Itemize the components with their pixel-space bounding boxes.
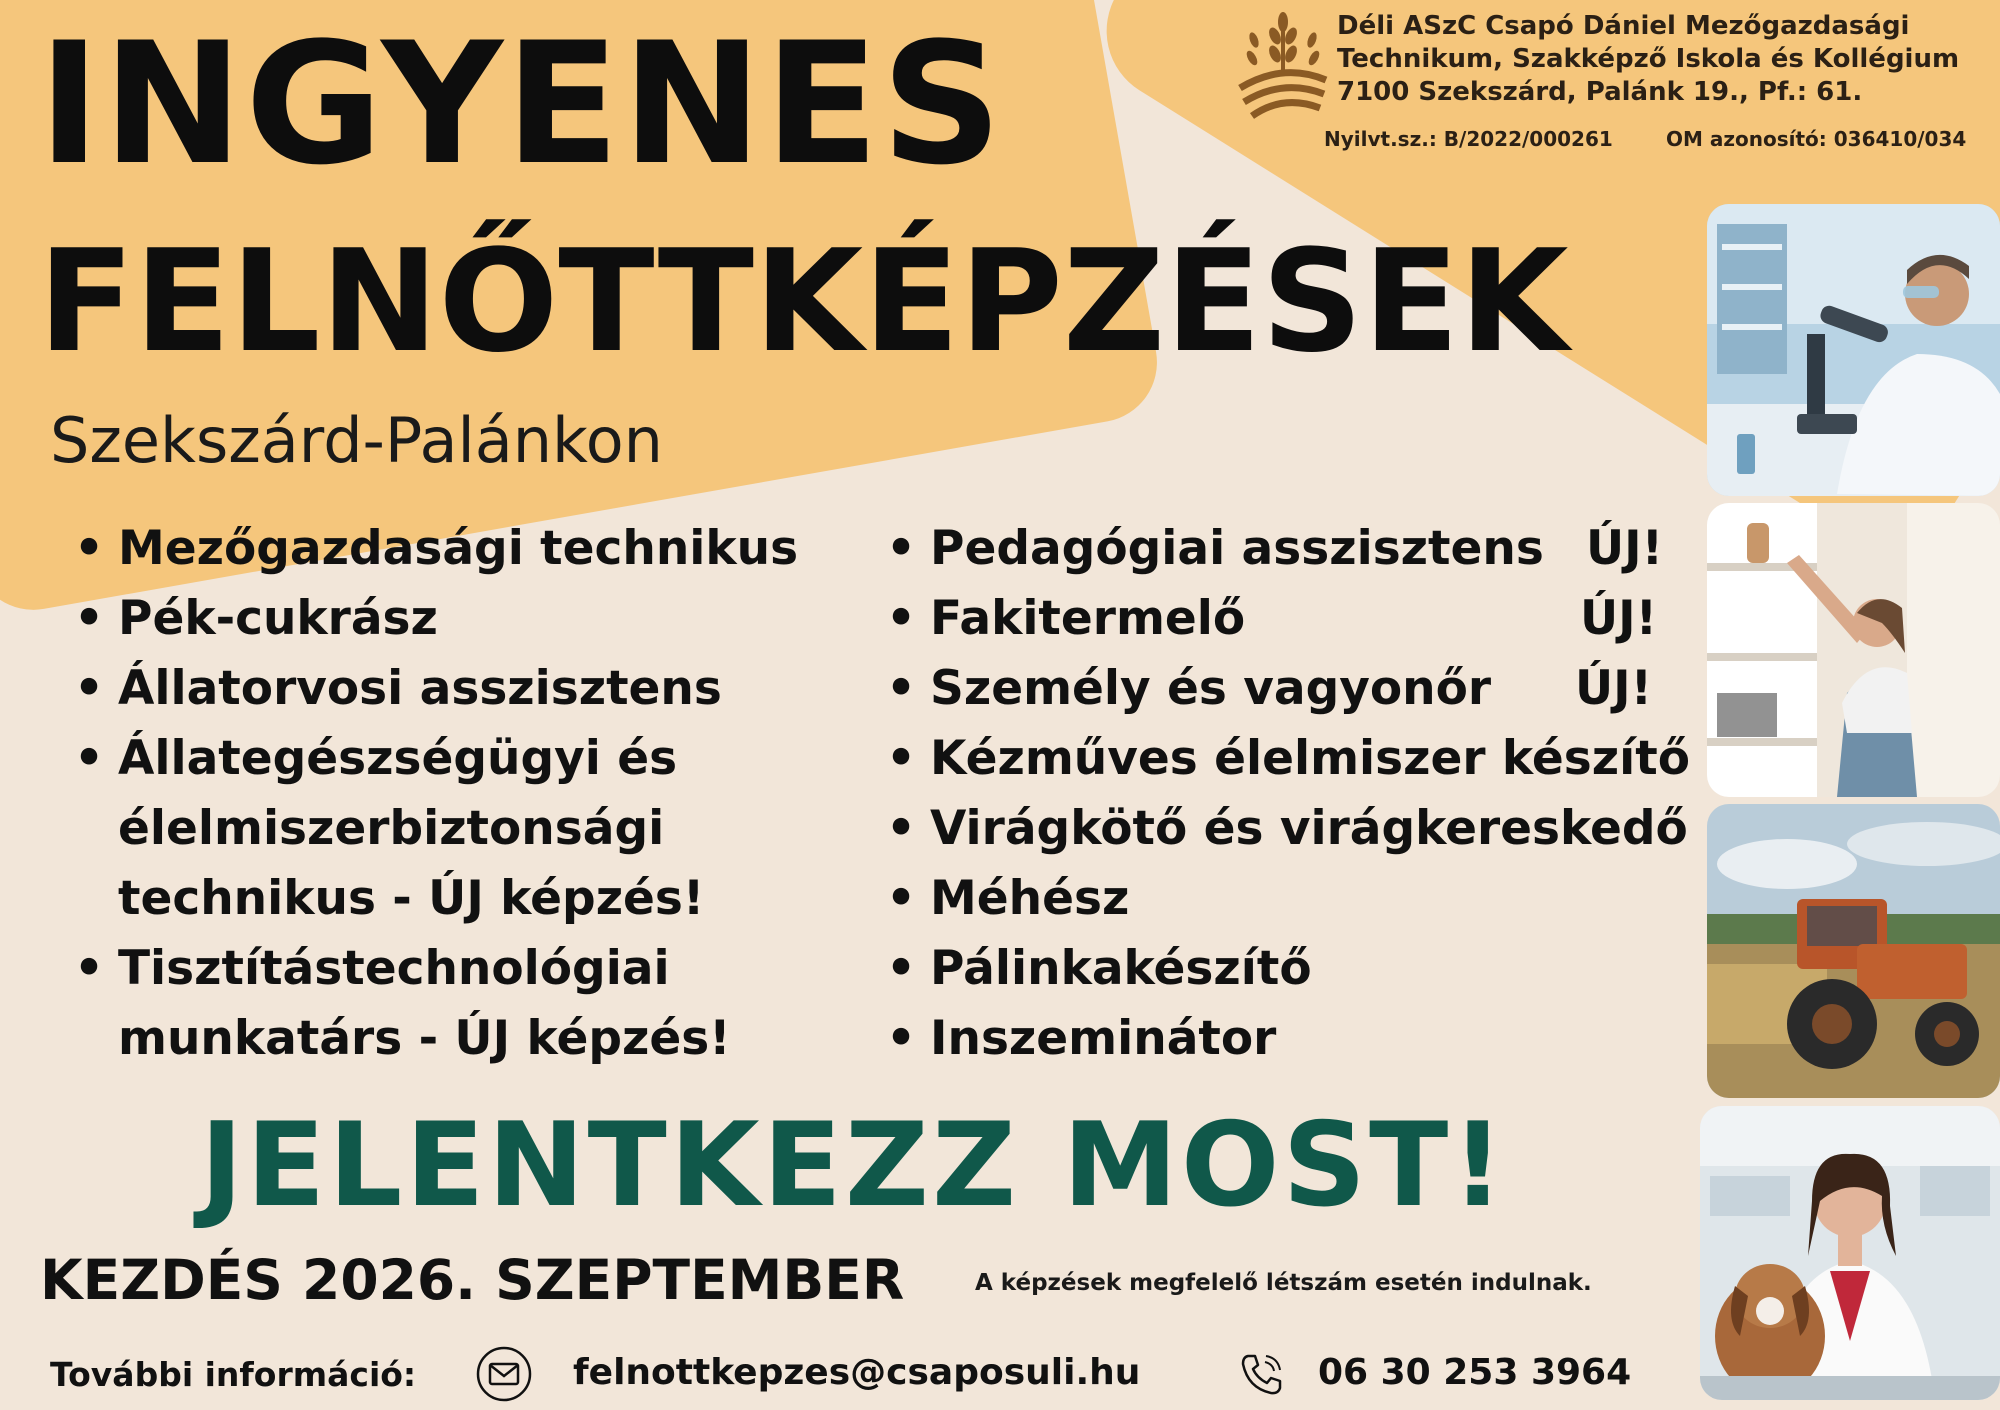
institution-name xyxy=(1337,10,1959,109)
tractor-in-field-photo xyxy=(1707,804,2000,1098)
list-item: • Méhész xyxy=(880,864,1690,934)
wheat-logo-icon xyxy=(1238,10,1328,122)
new-badge: ÚJ! xyxy=(1575,661,1653,716)
course-list-left xyxy=(68,514,798,1074)
list-item xyxy=(68,934,798,1074)
new-badge: ÚJ! xyxy=(1580,591,1658,646)
list-item xyxy=(68,724,798,934)
course-list-right xyxy=(880,514,1690,1074)
list-item-line: Tisztítástechnológiai xyxy=(118,941,670,996)
institution-line: Déli ASzC Csapó Dániel Mezőgazdasági xyxy=(1337,11,1910,41)
title-line-1: INGYENES xyxy=(38,6,1005,202)
list-item-line: Állategészségügyi és xyxy=(118,731,678,786)
list-item: • Kézműves élelmiszer készítő xyxy=(880,724,1690,794)
list-item-line: munkatárs - ÚJ képzés! xyxy=(118,1011,731,1066)
new-badge: ÚJ! xyxy=(1586,521,1664,576)
list-item: • Virágkötő és virágkereskedő xyxy=(880,794,1690,864)
list-item: • Mezőgazdasági technikus xyxy=(68,514,798,584)
list-item: • Pálinkakészítő xyxy=(880,934,1690,1004)
contact-label: További információ: xyxy=(50,1355,417,1394)
subtitle: Szekszárd-Palánkon xyxy=(50,404,663,477)
call-to-action: JELENTKEZZ MOST! xyxy=(200,1098,1508,1233)
list-item: • Pék-cukrász xyxy=(68,584,798,654)
institution-address: 7100 Szekszárd, Palánk 19., Pf.: 61. xyxy=(1337,77,1863,107)
registration-number: Nyilvt.sz.: B/2022/000261 xyxy=(1324,127,1613,151)
start-date: KEZDÉS 2026. SZEPTEMBER xyxy=(40,1248,905,1312)
contact-phone[interactable]: 06 30 253 3964 xyxy=(1318,1352,1632,1393)
institution-line: Technikum, Szakképző Iskola és Kollégium xyxy=(1337,44,1960,74)
enrollment-note: A képzések megfelelő létszám esetén indulnak. xyxy=(975,1270,1592,1296)
woman-at-shelf-photo xyxy=(1707,503,2000,797)
list-item: • Fakitermelő xyxy=(880,584,1690,654)
list-item: • Állatorvosi asszisztens xyxy=(68,654,798,724)
om-identifier: OM azonosító: 036410/034 xyxy=(1666,127,1967,151)
list-item-line: élelmiszerbiztonsági xyxy=(118,801,665,856)
phone-icon xyxy=(1238,1350,1286,1398)
list-item-line: technikus - ÚJ képzés! xyxy=(118,871,705,926)
envelope-icon xyxy=(476,1346,532,1402)
list-item: • Pedagógiai asszisztens xyxy=(880,514,1690,584)
contact-email[interactable]: felnottkepzes@csaposuli.hu xyxy=(573,1352,1141,1393)
laboratory-scientist-photo xyxy=(1707,204,2000,496)
list-item: • Inszeminátor xyxy=(880,1004,1690,1074)
title-line-2: FELNŐTTKÉPZÉSEK xyxy=(38,220,1569,384)
veterinarian-with-dog-photo xyxy=(1700,1106,2000,1400)
list-item: • Személy és vagyonőr xyxy=(880,654,1690,724)
